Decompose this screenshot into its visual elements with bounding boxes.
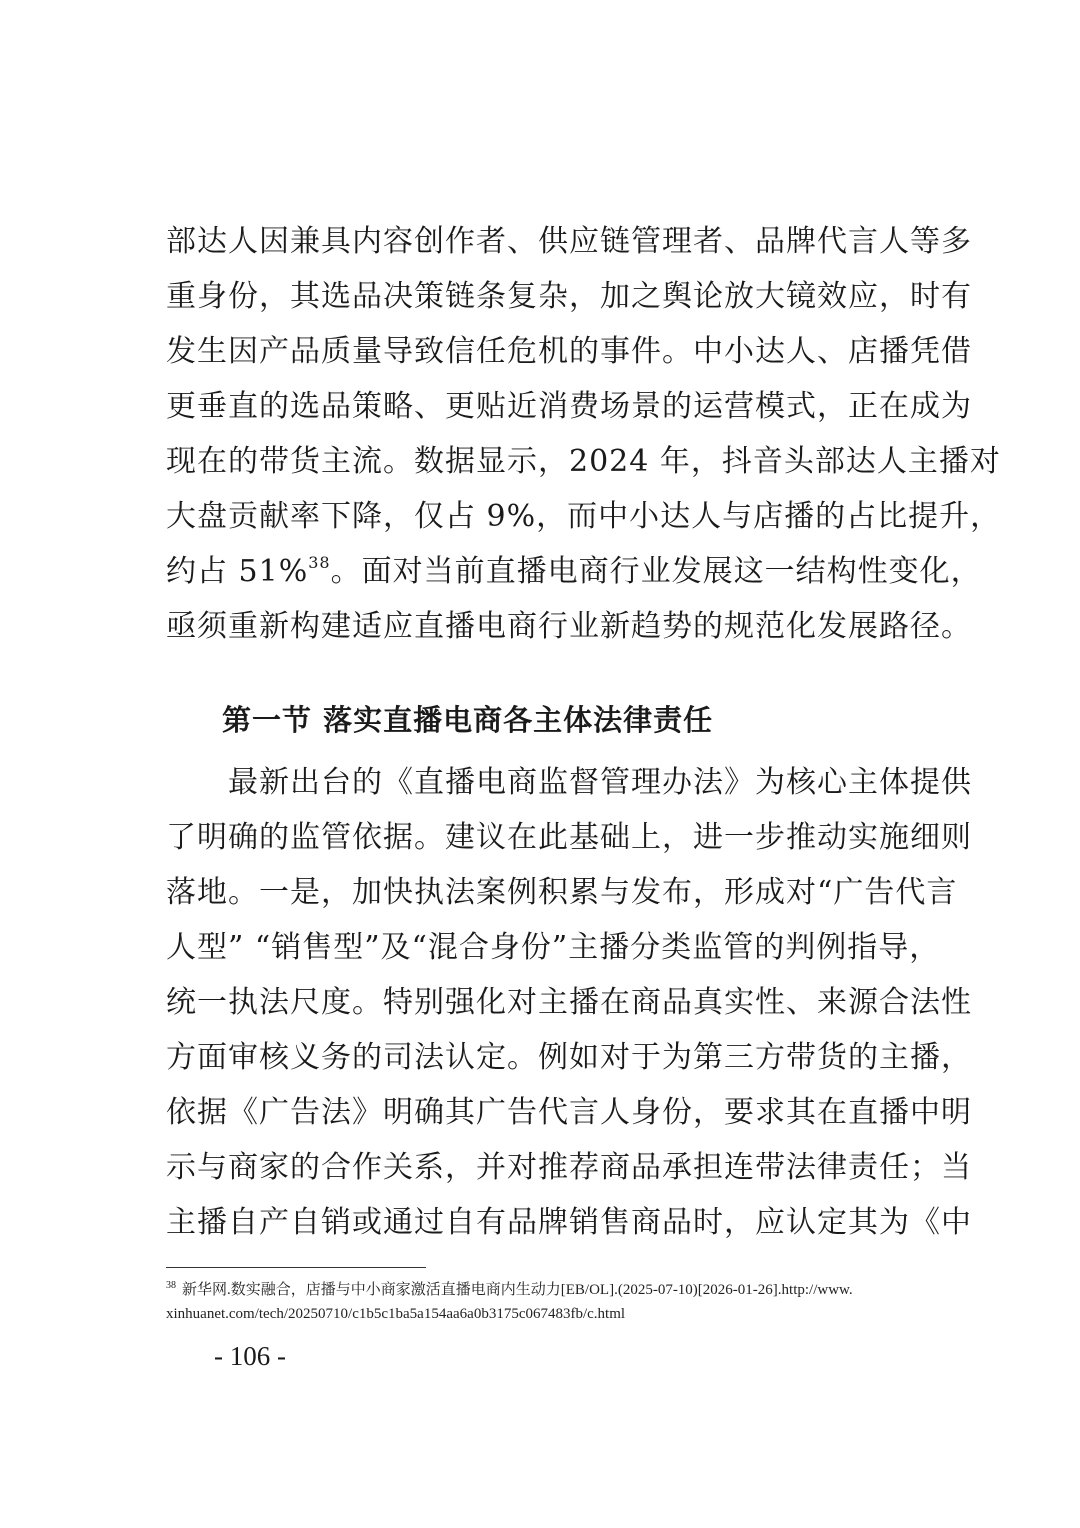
paragraph-line: 依据《广告法》明确其广告代言人身份，要求其在直播中明 — [166, 1095, 972, 1130]
paragraph-line: 落地。一是，加快执法案例积累与发布，形成对“广告代言 — [166, 875, 958, 910]
footnote — [166, 1278, 918, 1326]
page-number: - 106 - — [214, 1341, 286, 1371]
footnote-divider — [166, 1267, 426, 1268]
paragraph-continuation — [166, 214, 1002, 654]
footnote-number: 38 — [166, 1280, 176, 1291]
paragraph-line: 了明确的监管依据。建议在此基础上，进一步推动实施细则 — [166, 820, 972, 855]
paragraph-line: 示与商家的合作关系，并对推荐商品承担连带法律责任；当 — [166, 1150, 972, 1185]
footnote-url-line[interactable]: xinhuanet.com/tech/20250710/c1b5c1ba5a154aa6a0b3175c067483fb/c.html — [166, 1306, 626, 1322]
footnote-text[interactable]: 新华网.数实融合，店播与中小商家激活直播电商内生动力[EB/OL].(2025-07-10)[2026-01-26].http://www. — [182, 1282, 853, 1298]
footnote-line — [166, 1278, 918, 1302]
paragraph-line: 更垂直的选品策略、更贴近消费场景的运营模式，正在成为 — [166, 389, 972, 424]
footnote-reference[interactable]: 38 — [308, 553, 331, 572]
paragraph-line: 大盘贡献率下降，仅占 9%，而中小达人与店播的占比提升， — [166, 499, 1002, 534]
paragraph-line: 部达人因兼具内容创作者、供应链管理者、品牌代言人等多 — [166, 224, 972, 259]
line-text: 约占 51% — [166, 554, 309, 589]
paragraph-line: 主播自产自销或通过自有品牌销售商品时，应认定其为《中 — [166, 1205, 972, 1240]
paragraph-line: 人型” “销售型”及“混合身份”主播分类监管的判例指导， — [166, 930, 941, 965]
paragraph-section-body — [166, 755, 972, 1250]
paragraph-line: 方面审核义务的司法认定。例如对于为第三方带货的主播， — [166, 1040, 972, 1075]
paragraph-line: 统一执法尺度。特别强化对主播在商品真实性、来源合法性 — [166, 985, 972, 1020]
line-text: 。面对当前直播电商行业发展这一结构性变化， — [330, 554, 982, 589]
paragraph-line-with-footnote-ref — [166, 544, 982, 599]
paragraph-line: 亟须重新构建适应直播电商行业新趋势的规范化发展路径。 — [166, 609, 972, 644]
paragraph-line: 最新出台的《直播电商监督管理办法》为核心主体提供 — [166, 765, 972, 800]
paragraph-line: 重身份，其选品决策链条复杂，加之舆论放大镜效应，时有 — [166, 279, 972, 314]
paragraph-line: 现在的带货主流。数据显示，2024 年，抖音头部达人主播对 — [166, 444, 1001, 479]
paragraph-line: 发生因产品质量导致信任危机的事件。中小达人、店播凭借 — [166, 334, 972, 369]
section-heading: 第一节 落实直播电商各主体法律责任 — [222, 703, 714, 737]
